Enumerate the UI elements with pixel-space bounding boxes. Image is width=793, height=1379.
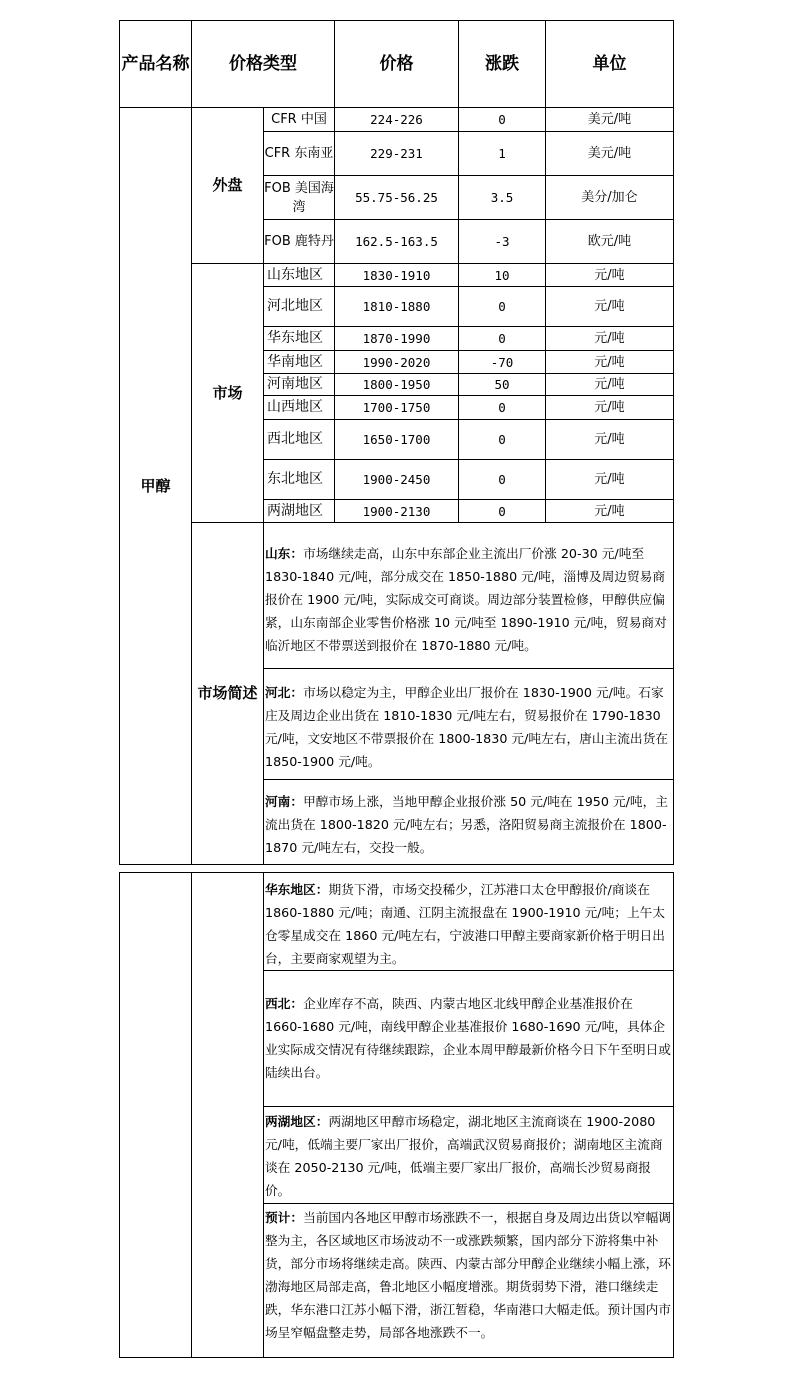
group-market: 市场 [192,264,264,523]
market-unit: 元/吨 [546,351,674,374]
ext-change: 3.5 [459,176,546,220]
market-region: 山东地区 [264,264,335,287]
product-name: 甲醇 [120,108,192,865]
market-region: 河南地区 [264,374,335,396]
market-price: 1800-1950 [335,374,459,396]
ext-price: 55.75-56.25 [335,176,459,220]
ext-price: 229-231 [335,132,459,176]
market-price: 1700-1750 [335,396,459,420]
header-price: 价格 [335,21,459,108]
market-change: 0 [459,287,546,327]
market-unit: 元/吨 [546,420,674,460]
market-change: 0 [459,460,546,500]
market-price: 1900-2450 [335,460,459,500]
price-table [119,20,674,865]
market-price: 1830-1910 [335,264,459,287]
ext-unit: 美分/加仑 [546,176,674,220]
market-region: 华东地区 [264,327,335,351]
empty-product-cell [120,873,192,1358]
market-change: -70 [459,351,546,374]
group-external: 外盘 [192,108,264,264]
ext-name: CFR 中国 [264,108,335,132]
market-unit: 元/吨 [546,287,674,327]
summary-text: 企业库存不高，陕西、内蒙古地区北线甲醇企业基准报价在 1660-1680 元/吨，南线甲醇企业基准报价 1680-1690 元/吨，具体企业实际成交情况有待继续跟踪，企业本周甲醇最新价格今日下午至明日或陆续出台。 [265,996,671,1080]
summary-title: 两湖地区： [265,1114,329,1129]
summary-continued-table [119,872,674,1358]
ext-price: 162.5-163.5 [335,220,459,264]
summary-text: 市场继续走高，山东中东部企业主流出厂价涨 20-30 元/吨至 1830-1840 元/吨，部分成交在 1850-1880 元/吨，淄博及周边贸易商报价在 1900 元/吨，实际成交可商谈。周边部分装置检修，甲醇供应偏紧，山东南部企业零售价格涨 10 元/吨至 1890-1910 元/吨，贸易商对临沂地区不带票送到报价在 1870-1880 元/吨。 [265,546,667,653]
ext-name: CFR 东南亚 [264,132,335,176]
header-price-type: 价格类型 [192,21,335,108]
ext-unit: 美元/吨 [546,132,674,176]
summary-paragraph [264,971,674,1107]
summary-text: 市场以稳定为主，甲醇企业出厂报价在 1830-1900 元/吨。石家庄及周边企业出货在 1810-1830 元/吨左右，贸易报价在 1790-1830 元/吨，文安地区不带票报价在 1800-1830 元/吨左右，唐山主流出货在 1850-1900 元/吨。 [265,685,668,769]
summary-text: 当前国内各地区甲醇市场涨跌不一，根据自身及周边出货以窄幅调整为主，各区域地区市场波动不一或涨跌频繁，国内部分下游将集中补货，部分市场将继续走高。陕西、内蒙古部分甲醇企业继续小幅上涨，环渤海地区局部走高，鲁北地区小幅度增涨。期货弱势下滑，港口继续走跌，华东港口江苏小幅下滑，浙江暂稳，华南港口大幅走低。预计国内市场呈窄幅盘整走势，局部各地涨跌不一。 [265,1210,671,1340]
market-unit: 元/吨 [546,264,674,287]
market-unit: 元/吨 [546,374,674,396]
market-region: 两湖地区 [264,500,335,523]
summary-paragraph [264,780,674,865]
market-price: 1650-1700 [335,420,459,460]
ext-price: 224-226 [335,108,459,132]
summary-paragraph [264,669,674,780]
market-unit: 元/吨 [546,500,674,523]
header-change: 涨跌 [459,21,546,108]
summary-title: 预计： [265,1210,304,1225]
summary-title: 河南： [265,794,304,809]
summary-text: 甲醇市场上涨，当地甲醇企业报价涨 50 元/吨在 1950 元/吨，主流出货在 1800-1820 元/吨左右；另悉，洛阳贸易商主流报价在 1800-1870 元/吨左右，交投一般。 [265,794,668,855]
empty-type-cell [192,873,264,1358]
ext-change: 0 [459,108,546,132]
ext-unit: 美元/吨 [546,108,674,132]
group-summary: 市场简述 [192,523,264,865]
ext-change: -3 [459,220,546,264]
ext-name: FOB 鹿特丹 [264,220,335,264]
summary-title: 西北： [265,996,304,1011]
market-price: 1810-1880 [335,287,459,327]
ext-name: FOB 美国海湾 [264,176,335,220]
summary-text: 两湖地区甲醇市场稳定，湖北地区主流商谈在 1900-2080 元/吨，低端主要厂家出厂报价，高端武汉贸易商报价；湖南地区主流商谈在 2050-2130 元/吨，低端主要厂家出厂报价，高端长沙贸易商报价。 [265,1114,663,1198]
summary-title: 河北： [265,685,304,700]
market-region: 华南地区 [264,351,335,374]
market-change: 0 [459,327,546,351]
summary-paragraph [264,1204,674,1358]
market-unit: 元/吨 [546,460,674,500]
market-price: 1990-2020 [335,351,459,374]
market-change: 0 [459,420,546,460]
market-region: 东北地区 [264,460,335,500]
market-price: 1900-2130 [335,500,459,523]
market-change: 50 [459,374,546,396]
summary-title: 华东地区： [265,882,329,897]
summary-title: 山东： [265,546,304,561]
market-unit: 元/吨 [546,327,674,351]
summary-paragraph [264,1107,674,1204]
market-price: 1870-1990 [335,327,459,351]
market-unit: 元/吨 [546,396,674,420]
market-region: 河北地区 [264,287,335,327]
market-change: 0 [459,500,546,523]
market-change: 0 [459,396,546,420]
summary-text: 期货下滑，市场交投稀少，江苏港口太仓甲醇报价/商谈在 1860-1880 元/吨；南通、江阴主流报盘在 1900-1910 元/吨；上午太仓零星成交在 1860 元/吨左右，宁波港口甲醇主要商家新价格于明日出台，主要商家观望为主。 [265,882,666,966]
market-region: 山西地区 [264,396,335,420]
ext-unit: 欧元/吨 [546,220,674,264]
market-change: 10 [459,264,546,287]
summary-paragraph [264,523,674,669]
header-product-name: 产品名称 [120,21,192,108]
ext-change: 1 [459,132,546,176]
summary-paragraph [264,873,674,971]
header-unit: 单位 [546,21,674,108]
market-region: 西北地区 [264,420,335,460]
